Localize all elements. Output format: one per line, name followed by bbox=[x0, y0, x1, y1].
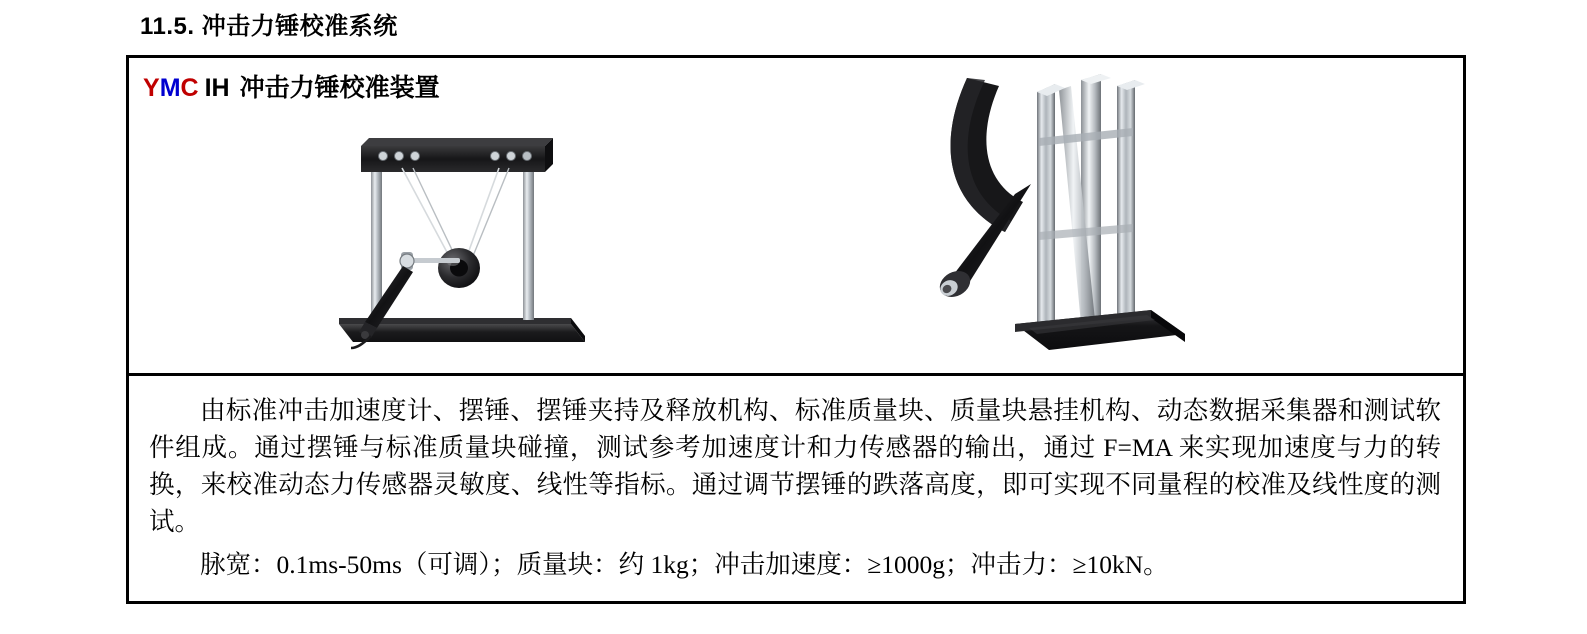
brand-letter-c: C bbox=[180, 74, 199, 102]
section-number: 11.5. bbox=[140, 13, 195, 40]
brand-letter-y: Y bbox=[143, 74, 160, 102]
section-title: 冲击力锤校准系统 bbox=[201, 13, 398, 40]
description-paragraph: 由标准冲击加速度计、摆锤、摆锤夹持及释放机构、标准质量块、质量块悬挂机构、动态数据采集器和测试软件组成。通过摆锤与标准质量块碰撞，测试参考加速度计和力传感器的输出，通过 F=MA 来实现加速度与力的转换，来校准动态力传感器灵敏度、线性等指标。通过调节摆锤的跌落高度，即可实现不同量程的校准及线性度的测试。 bbox=[149, 396, 1441, 536]
product-title bbox=[143, 68, 440, 104]
product-description bbox=[129, 376, 1463, 583]
drop-tower-rig-photo bbox=[919, 72, 1249, 372]
description-specs: 脉宽：0.1ms-50ms（可调）；质量块：约 1kg；冲击加速度：≥1000g；冲击力：≥10kN。 bbox=[200, 550, 1169, 579]
product-image-area bbox=[129, 58, 1463, 376]
product-model: IH bbox=[204, 74, 230, 102]
pendulum-hammer-rig-photo bbox=[309, 116, 609, 356]
product-card bbox=[126, 55, 1466, 604]
brand-letter-m: M bbox=[159, 74, 181, 102]
product-name: 冲击力锤校准装置 bbox=[239, 74, 440, 102]
page-title bbox=[140, 6, 398, 41]
